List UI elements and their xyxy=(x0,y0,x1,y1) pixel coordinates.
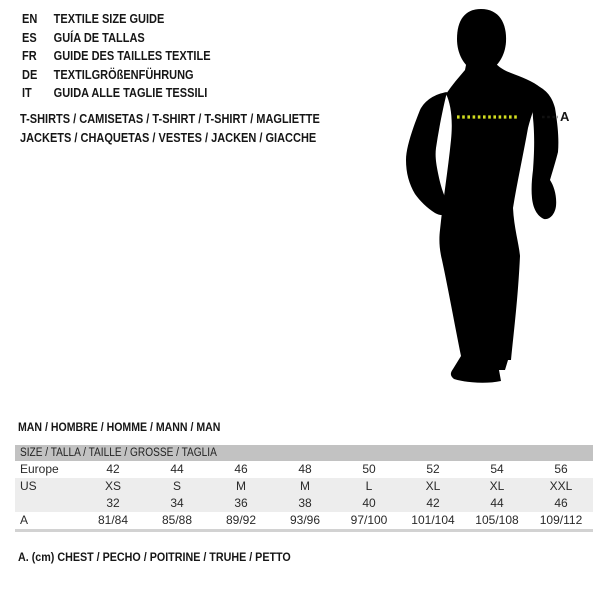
language-row xyxy=(22,10,236,29)
garment-line-tshirts: T-SHIRTS / CAMISETAS / T-SHIRT / T-SHIRT / MAGLIETTE xyxy=(20,112,320,126)
table-row-numeric: 32 34 36 38 40 42 44 46 xyxy=(15,495,593,512)
language-row xyxy=(22,66,236,85)
table-row-europe: Europe 42 44 46 48 50 52 54 56 xyxy=(15,461,593,478)
language-row xyxy=(22,29,236,48)
language-label: GUÍA DE TALLAS xyxy=(53,30,145,45)
measurement-footnote: A. (cm) CHEST / PECHO / POITRINE / TRUHE / PETTO xyxy=(18,550,291,564)
row-label: Europe xyxy=(20,462,59,476)
language-code: ES xyxy=(22,30,37,45)
language-label: TEXTILE SIZE GUIDE xyxy=(53,12,165,26)
table-row-a-chest: A 81/84 85/88 89/92 93/96 97/100 101/104 105/108 109/112 xyxy=(15,512,593,529)
size-table xyxy=(15,445,593,532)
language-list xyxy=(22,10,236,103)
garment-line-jackets: JACKETS / CHAQUETAS / VESTES / JACKEN / GIACCHE xyxy=(20,130,317,145)
language-label: GUIDE DES TAILLES TEXTILE xyxy=(53,49,211,64)
table-row-us: US XS S M M L XL XL XXL xyxy=(15,478,593,495)
language-code: EN xyxy=(22,12,38,26)
measurement-a-label: A xyxy=(560,109,570,124)
size-table-header: SIZE / TALLA / TAILLE / GRÖSSE / TAGLIA xyxy=(15,445,593,461)
language-code: FR xyxy=(22,49,37,64)
language-label: TEXTILGRÖßENFÜHRUNG xyxy=(53,67,194,82)
section-title-man: MAN / HOMBRE / HOMME / MANN / MAN xyxy=(18,420,221,434)
language-code: DE xyxy=(22,67,38,82)
language-row xyxy=(22,47,236,66)
silhouette-right-arm xyxy=(532,84,559,219)
row-label: A xyxy=(20,513,29,527)
man-silhouette xyxy=(395,8,580,388)
silhouette-body xyxy=(439,60,541,383)
garment-types xyxy=(20,110,361,148)
language-code: IT xyxy=(22,86,32,101)
language-row xyxy=(22,84,236,103)
man-silhouette-graphic xyxy=(395,8,580,388)
silhouette-left-arm xyxy=(406,92,450,215)
row-label: US xyxy=(20,479,37,493)
language-label: GUIDA ALLE TAGLIE TESSILI xyxy=(53,86,208,101)
